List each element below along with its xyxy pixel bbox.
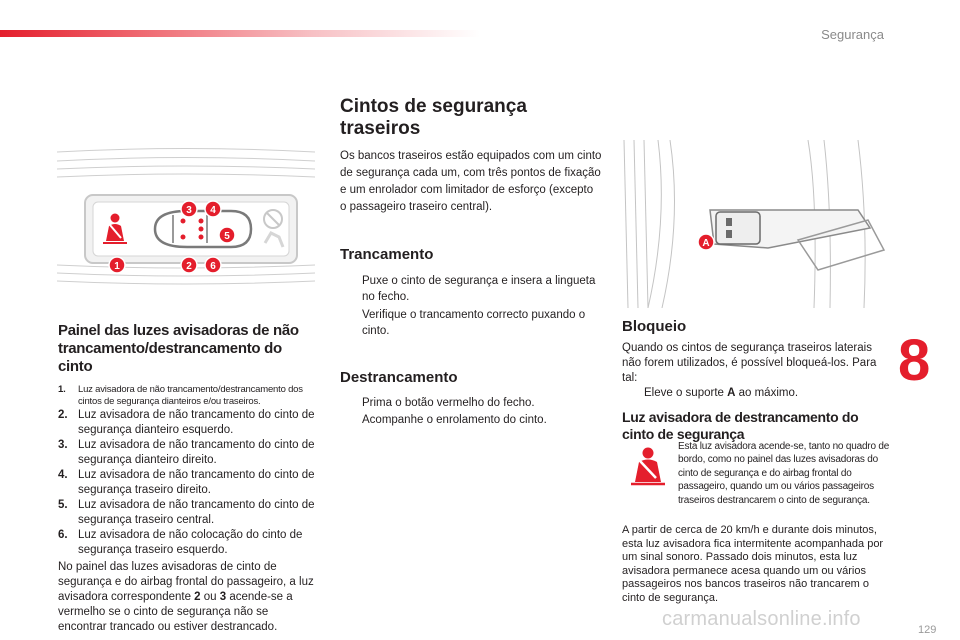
block-title: Bloqueio — [622, 318, 687, 335]
list-item: Prima o botão vermelho do fecho. — [362, 397, 535, 409]
callout-3 — [181, 201, 197, 217]
callout-6 — [205, 257, 221, 273]
list-item: 6. Luz avisadora de não colocação do cinto de segurança traseiro esquerdo. — [58, 529, 303, 556]
svg-text:3: 3 — [186, 205, 192, 216]
left-title: Painel das luzes avisadoras de não trancamento/destrancamento do cinto — [58, 322, 299, 375]
svg-text:6: 6 — [210, 261, 216, 272]
warning-light-list — [58, 384, 320, 558]
svg-text:4: 4 — [210, 205, 216, 216]
svg-text:A: A — [702, 238, 710, 249]
svg-text:5: 5 — [224, 231, 230, 242]
list-item: Verifique o trancamento correcto puxando o cinto. — [362, 309, 586, 337]
callout-2 — [181, 257, 197, 273]
list-item: 4. Luz avisadora de não trancamento do cinto de segurança traseiro direito. — [58, 469, 315, 496]
rear-seatbelt-illustration — [618, 140, 890, 308]
warning-title: Luz avisadora de destrancamento do cinto de segurança — [622, 409, 859, 442]
warning-description: Esta luz avisadora acende-se, tanto no quadro de bordo, como no painel das luzes avisadoras do cinto de segurança e do airbag frontal do passageiro, quando um ou vários passageiros traseiros destrancarem o cinto de segurança. — [678, 441, 890, 506]
svg-text:2: 2 — [186, 261, 192, 272]
seatbelt-warning-icon — [628, 446, 668, 486]
chapter-number: 8 — [898, 328, 931, 393]
right-column — [622, 318, 890, 443]
list-item: 1. Luz avisadora de não trancamento/destrancamento dos cintos de segurança dianteiros e/ou traseiros. — [58, 384, 303, 407]
intro-paragraph: Os bancos traseiros estão equipados com um cinto de segurança cada um, com três pontos de fixação e um enrolador com limitador de esforço (excepto o passageiro traseiro central). — [340, 150, 602, 213]
block-bullets — [622, 386, 890, 401]
unlock-title: Destrancamento — [340, 369, 458, 386]
callout-a — [698, 234, 714, 250]
block-paragraph: Quando os cintos de segurança traseiros laterais não forem utilizados, é possível bloqueá-los. Para tal: — [622, 342, 877, 384]
watermark: carmanualsonline.info — [662, 608, 861, 630]
list-item: 2. Luz avisadora de não trancamento do cinto de segurança dianteiro esquerdo. — [58, 409, 315, 436]
page-number: 129 — [918, 624, 937, 636]
callout-1 — [109, 257, 125, 273]
section-header: Segurança — [821, 27, 884, 42]
warning-paragraph: A partir de cerca de 20 km/h e durante dois minutos, esta luz avisadora fica intermitente acompanhada por um sinal sonoro. Passado dois minutos, esta luz avisadora permanece acesa quando um ou vários passageiros nos bancos traseiros não trancarem o cinto de segurança. — [622, 524, 884, 604]
list-item: Acompanhe o enrolamento do cinto. — [362, 414, 547, 426]
left-column — [58, 322, 320, 635]
svg-text:1: 1 — [114, 261, 120, 272]
left-paragraph: No painel das luzes avisadoras de cinto de segurança e do airbag frontal do passageiro, a luz avisadora correspondente 2 ou 3 acende-se a vermelho se o cinto de segurança não se encontrar trancado ou estiver destrancado. — [58, 561, 314, 633]
list-item: 5. Luz avisadora de não trancamento do cinto de segurança traseiro central. — [58, 499, 315, 526]
warning-panel-illustration — [55, 147, 317, 287]
list-item: 3. Luz avisadora de não trancamento do cinto de segurança dianteiro direito. — [58, 439, 315, 466]
callout-4 — [205, 201, 221, 217]
lock-title: Trancamento — [340, 246, 434, 263]
middle-column — [340, 96, 602, 430]
callout-5 — [219, 227, 235, 243]
list-item: Eleve o suporte A ao máximo. — [644, 387, 799, 399]
lock-bullets — [340, 273, 602, 339]
header-accent-bar — [0, 30, 480, 37]
unlock-bullets — [340, 396, 602, 428]
page-title: Cintos de segurança traseiros — [340, 96, 527, 139]
list-item: Puxe o cinto de segurança e insera a lingueta no fecho. — [362, 275, 596, 303]
